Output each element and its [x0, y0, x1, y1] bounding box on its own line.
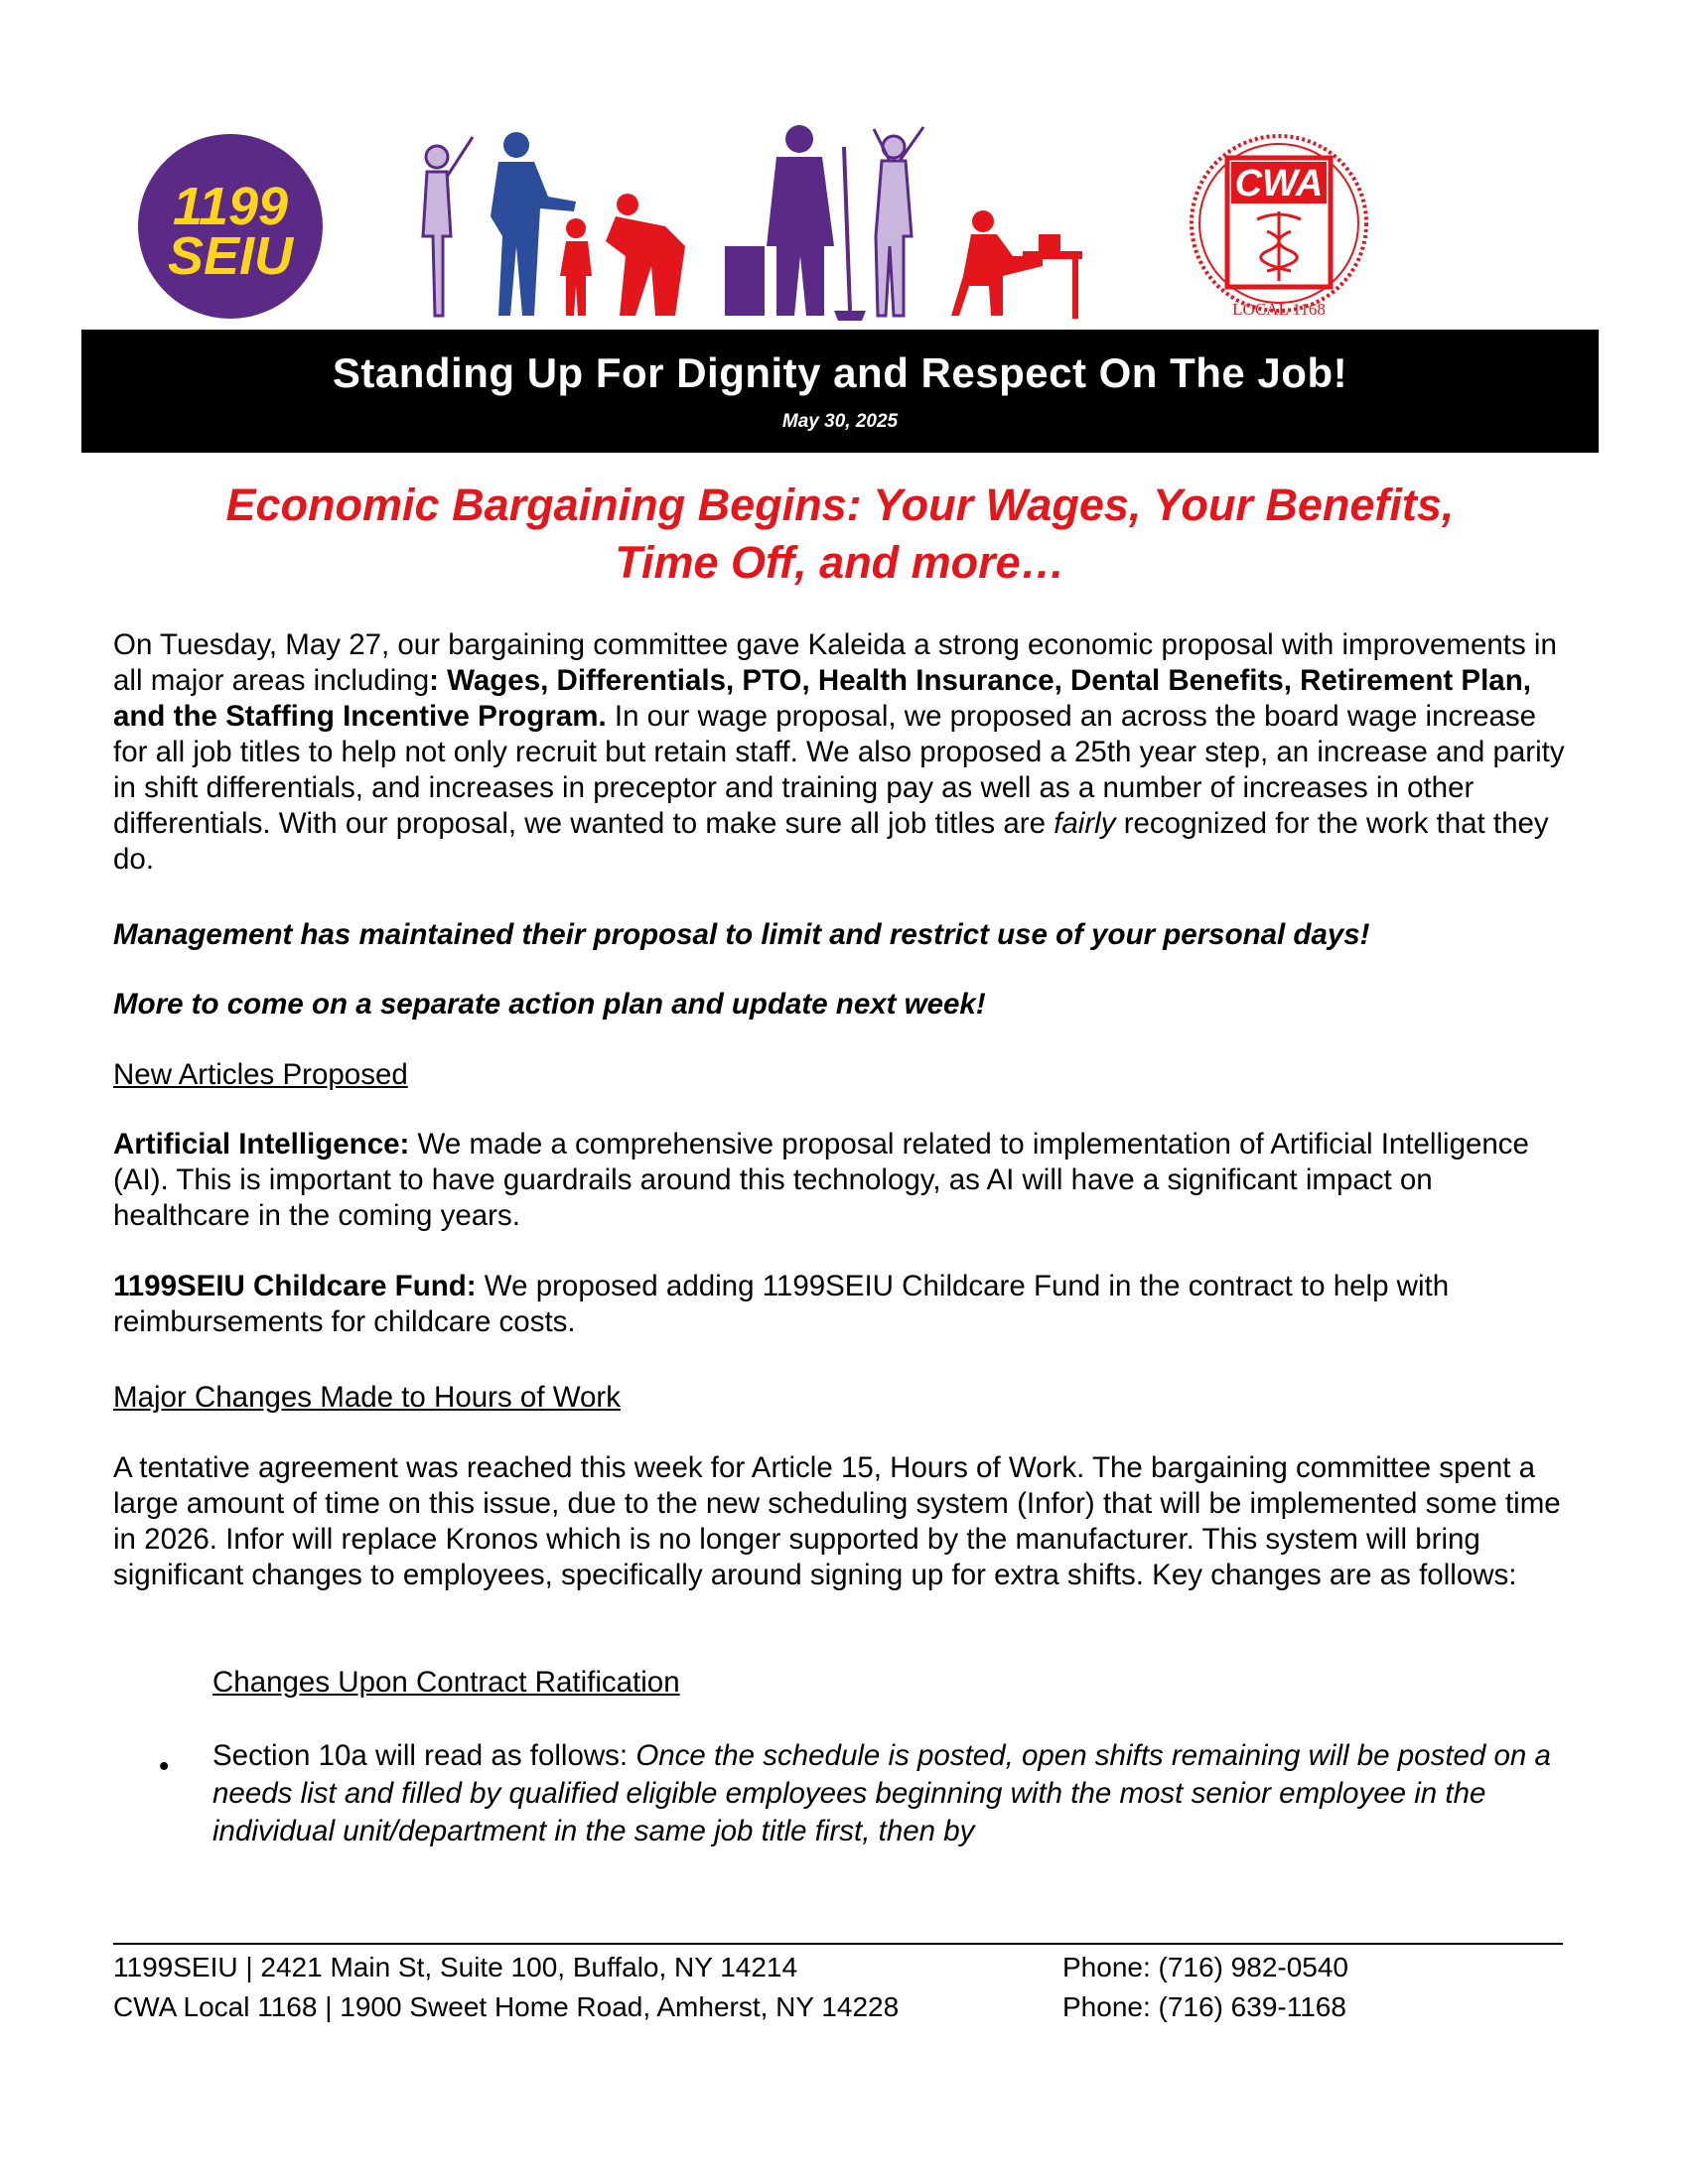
childcare-text: We proposed adding 1199SEIU Childcare Fund in the contract to help with reimbursements for childcare costs.: [113, 1270, 1450, 1338]
childcare-label: 1199SEIU Childcare Fund:: [113, 1270, 477, 1302]
ai-label: Artificial Intelligence:: [113, 1128, 410, 1160]
headline-line2: Time Off, and more…: [615, 537, 1065, 588]
cwa-logo-name: CWA: [1234, 163, 1324, 205]
seiu-logo-line2: SEIU: [167, 226, 294, 286]
intro-lead: On Tuesday, May 27, our bargaining committee gave Kaleida a strong economic proposal with improvements in all major areas including: [113, 628, 1557, 697]
footer-cwa-address: CWA Local 1168 | 1900 Sweet Home Road, Amherst, NY 14228: [113, 1991, 900, 2022]
seiu-logo-line1: 1199: [172, 177, 289, 236]
ai-paragraph: [113, 1127, 1573, 1234]
intro-end: recognized for the work that they do.: [113, 807, 1549, 876]
banner: [81, 330, 1599, 453]
hours-paragraph: A tentative agreement was reached this week for Article 15, Hours of Work. The bargaining committee spent a large amount of time on this issue, due to the new scheduling system (Infor) that will be implemented some time in 2026. Infor will replace Kronos which is no longer supported by the manufacturer. This system will bring significant changes to employees, specifically around signing up for extra shifts. Key changes are as follows:: [113, 1451, 1561, 1591]
hours-heading: Major Changes Made to Hours of Work: [113, 1381, 622, 1414]
office-worker-figure-icon: [951, 210, 1082, 319]
footer-cwa-phone: Phone: (716) 639-1168: [1062, 1991, 1346, 2022]
caregiver-figure-icon: [606, 194, 685, 316]
headline: [81, 477, 1599, 592]
childcare-paragraph: [113, 1269, 1573, 1340]
doctor-figure-icon: [491, 132, 576, 316]
footer-divider: [113, 1943, 1563, 1945]
section-10a-bullet: [212, 1737, 1593, 1850]
banner-date: May 30, 2025: [781, 411, 899, 432]
headline-line1: Economic Bargaining Begins: Your Wages, Your Benefits,: [225, 479, 1455, 530]
footer-seiu-address: 1199SEIU | 2421 Main St, Suite 100, Buffalo, NY 14214: [113, 1952, 798, 1982]
intro-bold: : Wages, Differentials, PTO, Health Insurance, Dental Benefits, Retirement Plan, and the Staffing Incentive Program.: [113, 664, 1531, 733]
nurse-figure-icon: [423, 137, 473, 316]
intro-italic: fairly: [1054, 807, 1116, 840]
cwa-logo: [1188, 132, 1370, 329]
management-note: Management has maintained their proposal to limit and restrict use of your personal days!: [113, 918, 1370, 951]
ai-text: We made a comprehensive proposal related to implementation of Artificial Intelligence (AI). This is important to have guardrails around this technology, as AI will have a significant impact on healthcare in the coming years.: [113, 1128, 1529, 1232]
more-note: More to come on a separate action plan and update next week!: [113, 988, 986, 1021]
bullet-marker: •: [159, 1750, 170, 1783]
banner-title: Standing Up For Dignity and Respect On The Job!: [332, 349, 1348, 396]
intro-rest: In our wage proposal, we proposed an across the board wage increase for all job titles to help not only recruit but retain staff. We also proposed a 25th year step, an increase and parity in shift differentials, and increases in preceptor and training pay as well as a number of increases in other differentials. With our proposal, we wanted to make sure all job titles are: [113, 700, 1565, 840]
cwa-logo-local: LOCAL 1168: [1232, 300, 1326, 319]
lab-worker-figure-icon: [874, 127, 923, 316]
child-figure-icon: [560, 218, 592, 316]
bullet-lead: Section 10a will read as follows:: [212, 1739, 636, 1772]
intro-paragraph: [113, 627, 1573, 878]
healthcare-workers-illustration: [407, 117, 1092, 326]
cleaner-figure-icon: [725, 125, 866, 321]
bullet-italic: Once the schedule is posted, open shifts remaining will be posted on a needs list and filled by qualified eligible employees beginning with the most senior employee in the individual unit/department in the same job title first, then by: [212, 1739, 1551, 1847]
new-articles-heading: New Articles Proposed: [113, 1058, 408, 1091]
footer-seiu-phone: Phone: (716) 982-0540: [1062, 1952, 1348, 1982]
seiu-logo: [136, 132, 325, 321]
ratification-subheading: Changes Upon Contract Ratification: [212, 1666, 680, 1699]
